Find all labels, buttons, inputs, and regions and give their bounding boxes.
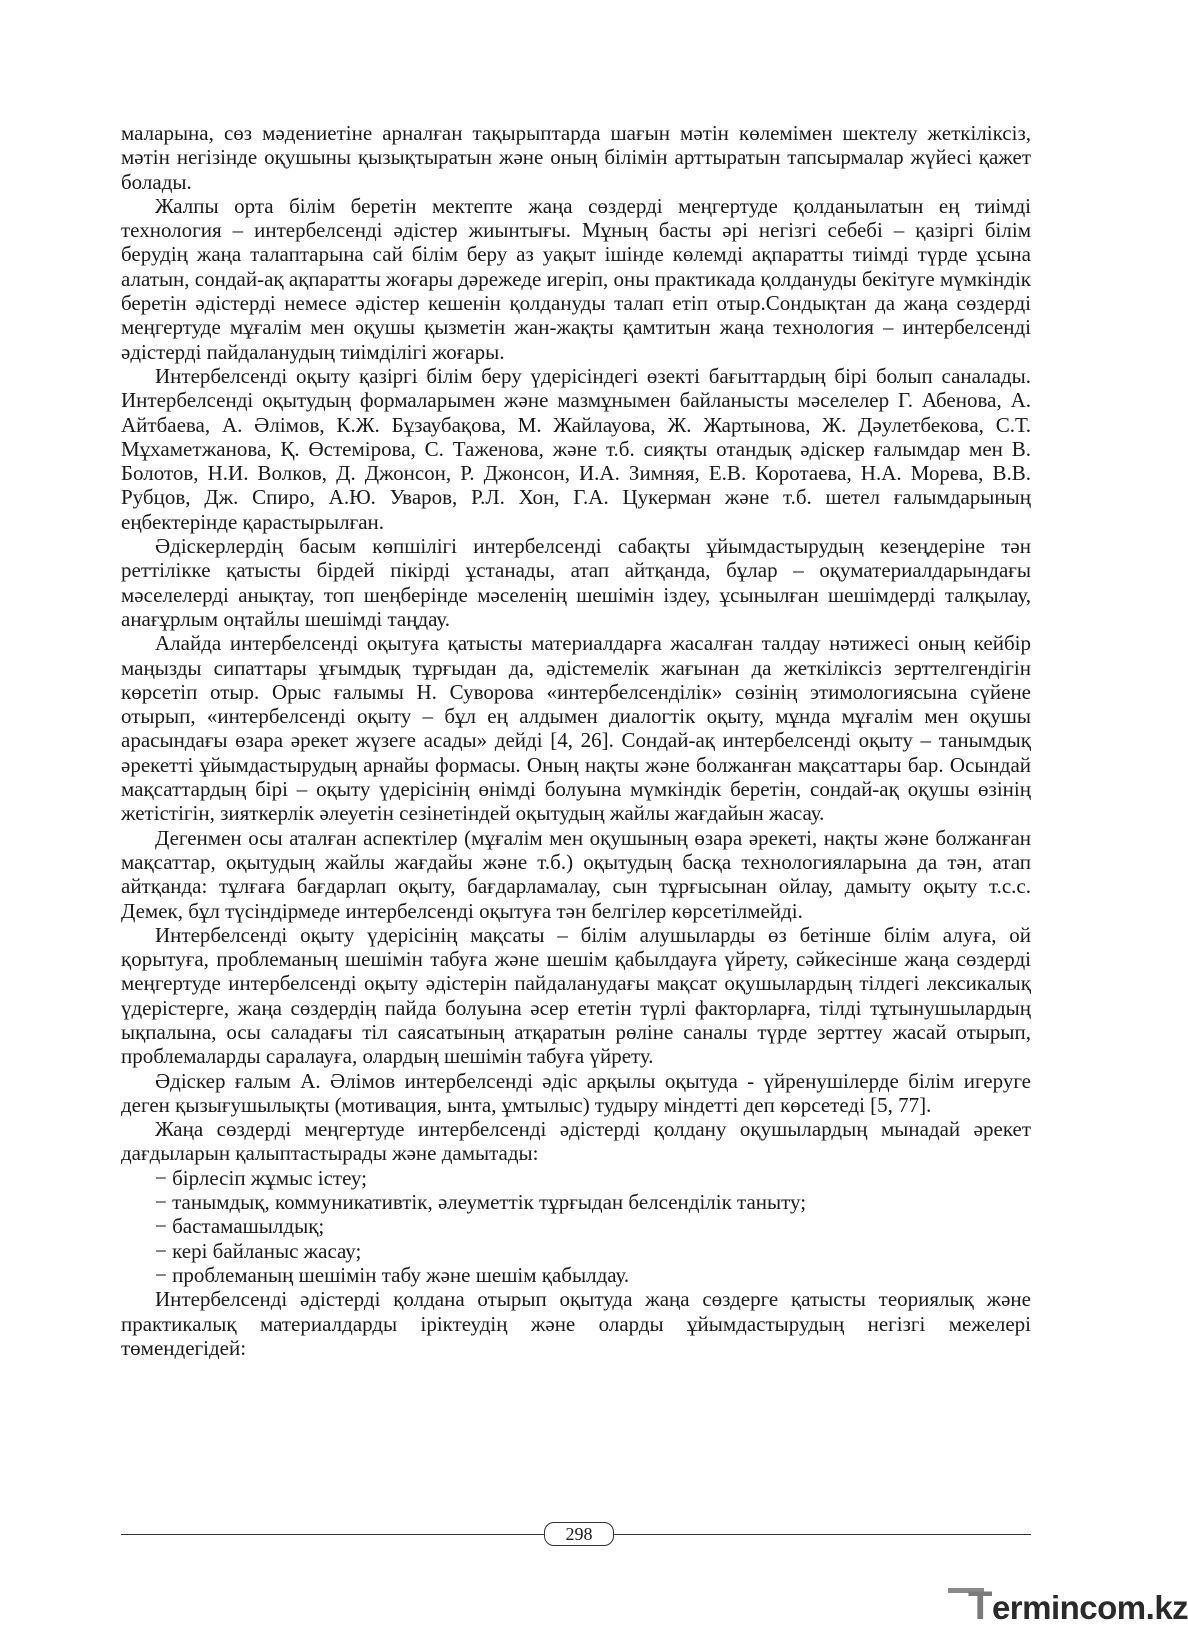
list-item: − бірлесіп жұмыс істеу; (155, 1165, 367, 1190)
logo-t-letter: T (968, 1584, 992, 1628)
paragraph-6: Дегенмен осы аталған аспектілер (мұғалім мен оқушының өзара әрекеті, нақты және болжанған мақсаттар, оқытудың жайлы жағдайы және т.б.) оқытудың басқа технологияларына да тән, атап айтқанда: тұлғаға бағдарлап оқыту, бағдарламалау, сын тұрғысынан ойлау, дамыту оқыту т.с.с. Демек, бұл түсіндірмеде интербелсенді оқытуға тән белгілер көрсетілмейді. (121, 825, 1031, 923)
paragraph-3: Интербелсенді оқыту қазіргі білім беру үдерісіндегі өзекті бағыттардың бірі болып саналады. Интербелсенді оқытудың формаларымен және мазмұнымен байланысты мәселелер Г. Абенова, А. Айтбаева, А. Әлімов, К.Ж. Бұзаубақова, М. Жайлауова, Ж. Жартынова, Ж. Дәулетбекова, С.Т. Мұхаметжанова, Қ. Өстемірова, С. Таженова, және т.б. сияқты отандық әдіскер ғалымдар мен В. Болотов, Н.И. Волков, Д. Джонсон, Р. Джонсон, И.А. Зимняя, Е.В. Коротаева, Н.А. Морева, В.В. Рубцов, Дж. Спиро, А.Ю. Уваров, Р.Л. Хон, Г.А. Цукерман және т.б. шетел ғалымдарының еңбектерінде қарастырылған. (121, 363, 1031, 534)
logo-text (968, 1586, 1188, 1628)
logo-rest: ermincom.kz (991, 1589, 1188, 1626)
paragraph-9: Жаңа сөздерді меңгертуде интербелсенді әдістерді қолдану оқушылардың мынадай әрекет дағдыларын қалыптастырады және дамытады: (121, 1117, 1031, 1166)
paragraph-4: Әдіскерлердің басым көпшілігі интербелсенді сабақты ұйымдастырудың кезеңдеріне тән реттілікке қатысты бірдей пікірді ұстанады, атап айтқанда, бұлар – оқуматериалдарындағы мәселелерді анықтау, топ шеңберінде мәселенің шешімін іздеу, ұсынылған шешімдерді талқылау, анағұрлым оңтайлы шешімді таңдау. (121, 534, 1031, 631)
paragraph-8: Әдіскер ғалым А. Әлімов интербелсенді әдіс арқылы оқытуда - үйренушілерде білім игеруге деген қызығушылықты (мотивация, ынта, ұмтылыс) тудыру міндетті деп көрсетеді [5, 77]. (121, 1068, 1031, 1117)
paragraph-1: маларына, сөз мәдениетіне арналған тақырыптарда шағын мәтін көлемімен шектелу жеткіліксіз, мәтін негізінде оқушыны қызықтыратын және оның білімін арттыратын тапсырмалар жүйесі қажет болады. (121, 121, 1031, 194)
page-number: 298 (544, 1522, 614, 1546)
terminkom-watermark-logo (942, 1584, 1188, 1630)
list-item: − кері байланыс жасау; (155, 1238, 362, 1263)
paragraph-7: Интербелсенді оқыту үдерісінің мақсаты – білім алушыларды өз бетінше білім алуға, ой қорытуға, проблеманың шешімін табуға және шешім қабылдауға үйрету, сәйкесінше жаңа сөздерді меңгертуде интербелсенді оқыту әдістерін пайдаланудағы мақсат оқушылардың тілдегі лексикалық үдерістерге, жаңа сөздердің пайда болуына әсер ететін түрлі факторларға, тілді тұтынушылардың ықпалына, осы саладағы тіл саясатының атқаратын рөліне саналы түрде зерттеу жасай отырып, проблемаларды саралауға, олардың шешімін табуға үйрету. (121, 922, 1031, 1069)
paragraph-2: Жалпы орта білім беретін мектепте жаңа сөздерді меңгертуде қолданылатын ең тиімді технология – интербелсенді әдістер жиынтығы. Мұның басты әрі негізгі себебі – қазіргі білім берудің жаңа талаптарына сай білім беру аз уақыт ішінде көлемді ақпаратты тиімді түрде ұсына алатын, сондай-ақ ақпаратты жоғары дәрежеде игеріп, оны практикада қолдануды бекітуге мүмкіндік беретін әдістерді немесе әдістер кешенін қолдануды талап етіп отыр.Сондықтан да жаңа сөздерді меңгертуде мұғалім мен оқушы қызметін жан-жақты қамтитын жаңа технология – интербелсенді әдістерді пайдаланудың тиімділігі жоғары. (121, 193, 1032, 364)
closing-paragraph: Интербелсенді әдістерді қолдана отырып оқытуда жаңа сөздерге қатысты теориялық және практикалық материалдарды іріктеудің және оларды ұйымдастырудың негізгі межелері төмендегідей: (121, 1287, 1031, 1360)
document-body (121, 121, 1031, 1360)
list-item: − танымдық, коммуникативтік, әлеуметтік тұрғыдан белсенділік таныту; (155, 1190, 807, 1215)
list-item: − бастамашылдық; (155, 1214, 325, 1239)
list-item: − проблеманың шешімін табу және шешім қабылдау. (155, 1262, 630, 1287)
paragraph-5: Алайда интербелсенді оқытуға қатысты материалдарға жасалған талдау нәтижесі оның кейбір маңызды сипаттары ұғымдық тұрғыдан да, әдістемелік жағынан да жеткіліксіз зерттелгендігін көрсетіп отыр. Орыс ғалымы Н. Суворова «интербелсенділік» сөзінің этимологиясына сүйене отырып, «интербелсенді оқыту – бұл ең алдымен диалогтік оқыту, мұнда мұғалім мен оқушы арасындағы өзара әрекет жүзеге асады» дейді [4, 26]. Сондай-ақ интербелсенді оқыту – танымдық әрекетті ұйымдастырудың арнайы формасы. Оның нақты және болжанған мақсаттары бар. Осындай мақсаттардың бірі – оқыту үдерісінің өнімді болуына мүмкіндік беретін, сондай-ақ оқушы өзінің жетістігін, зияткерлік әлеуетін сезінетіндей оқытудың жайлы жағдайын жасау. (121, 631, 1031, 826)
